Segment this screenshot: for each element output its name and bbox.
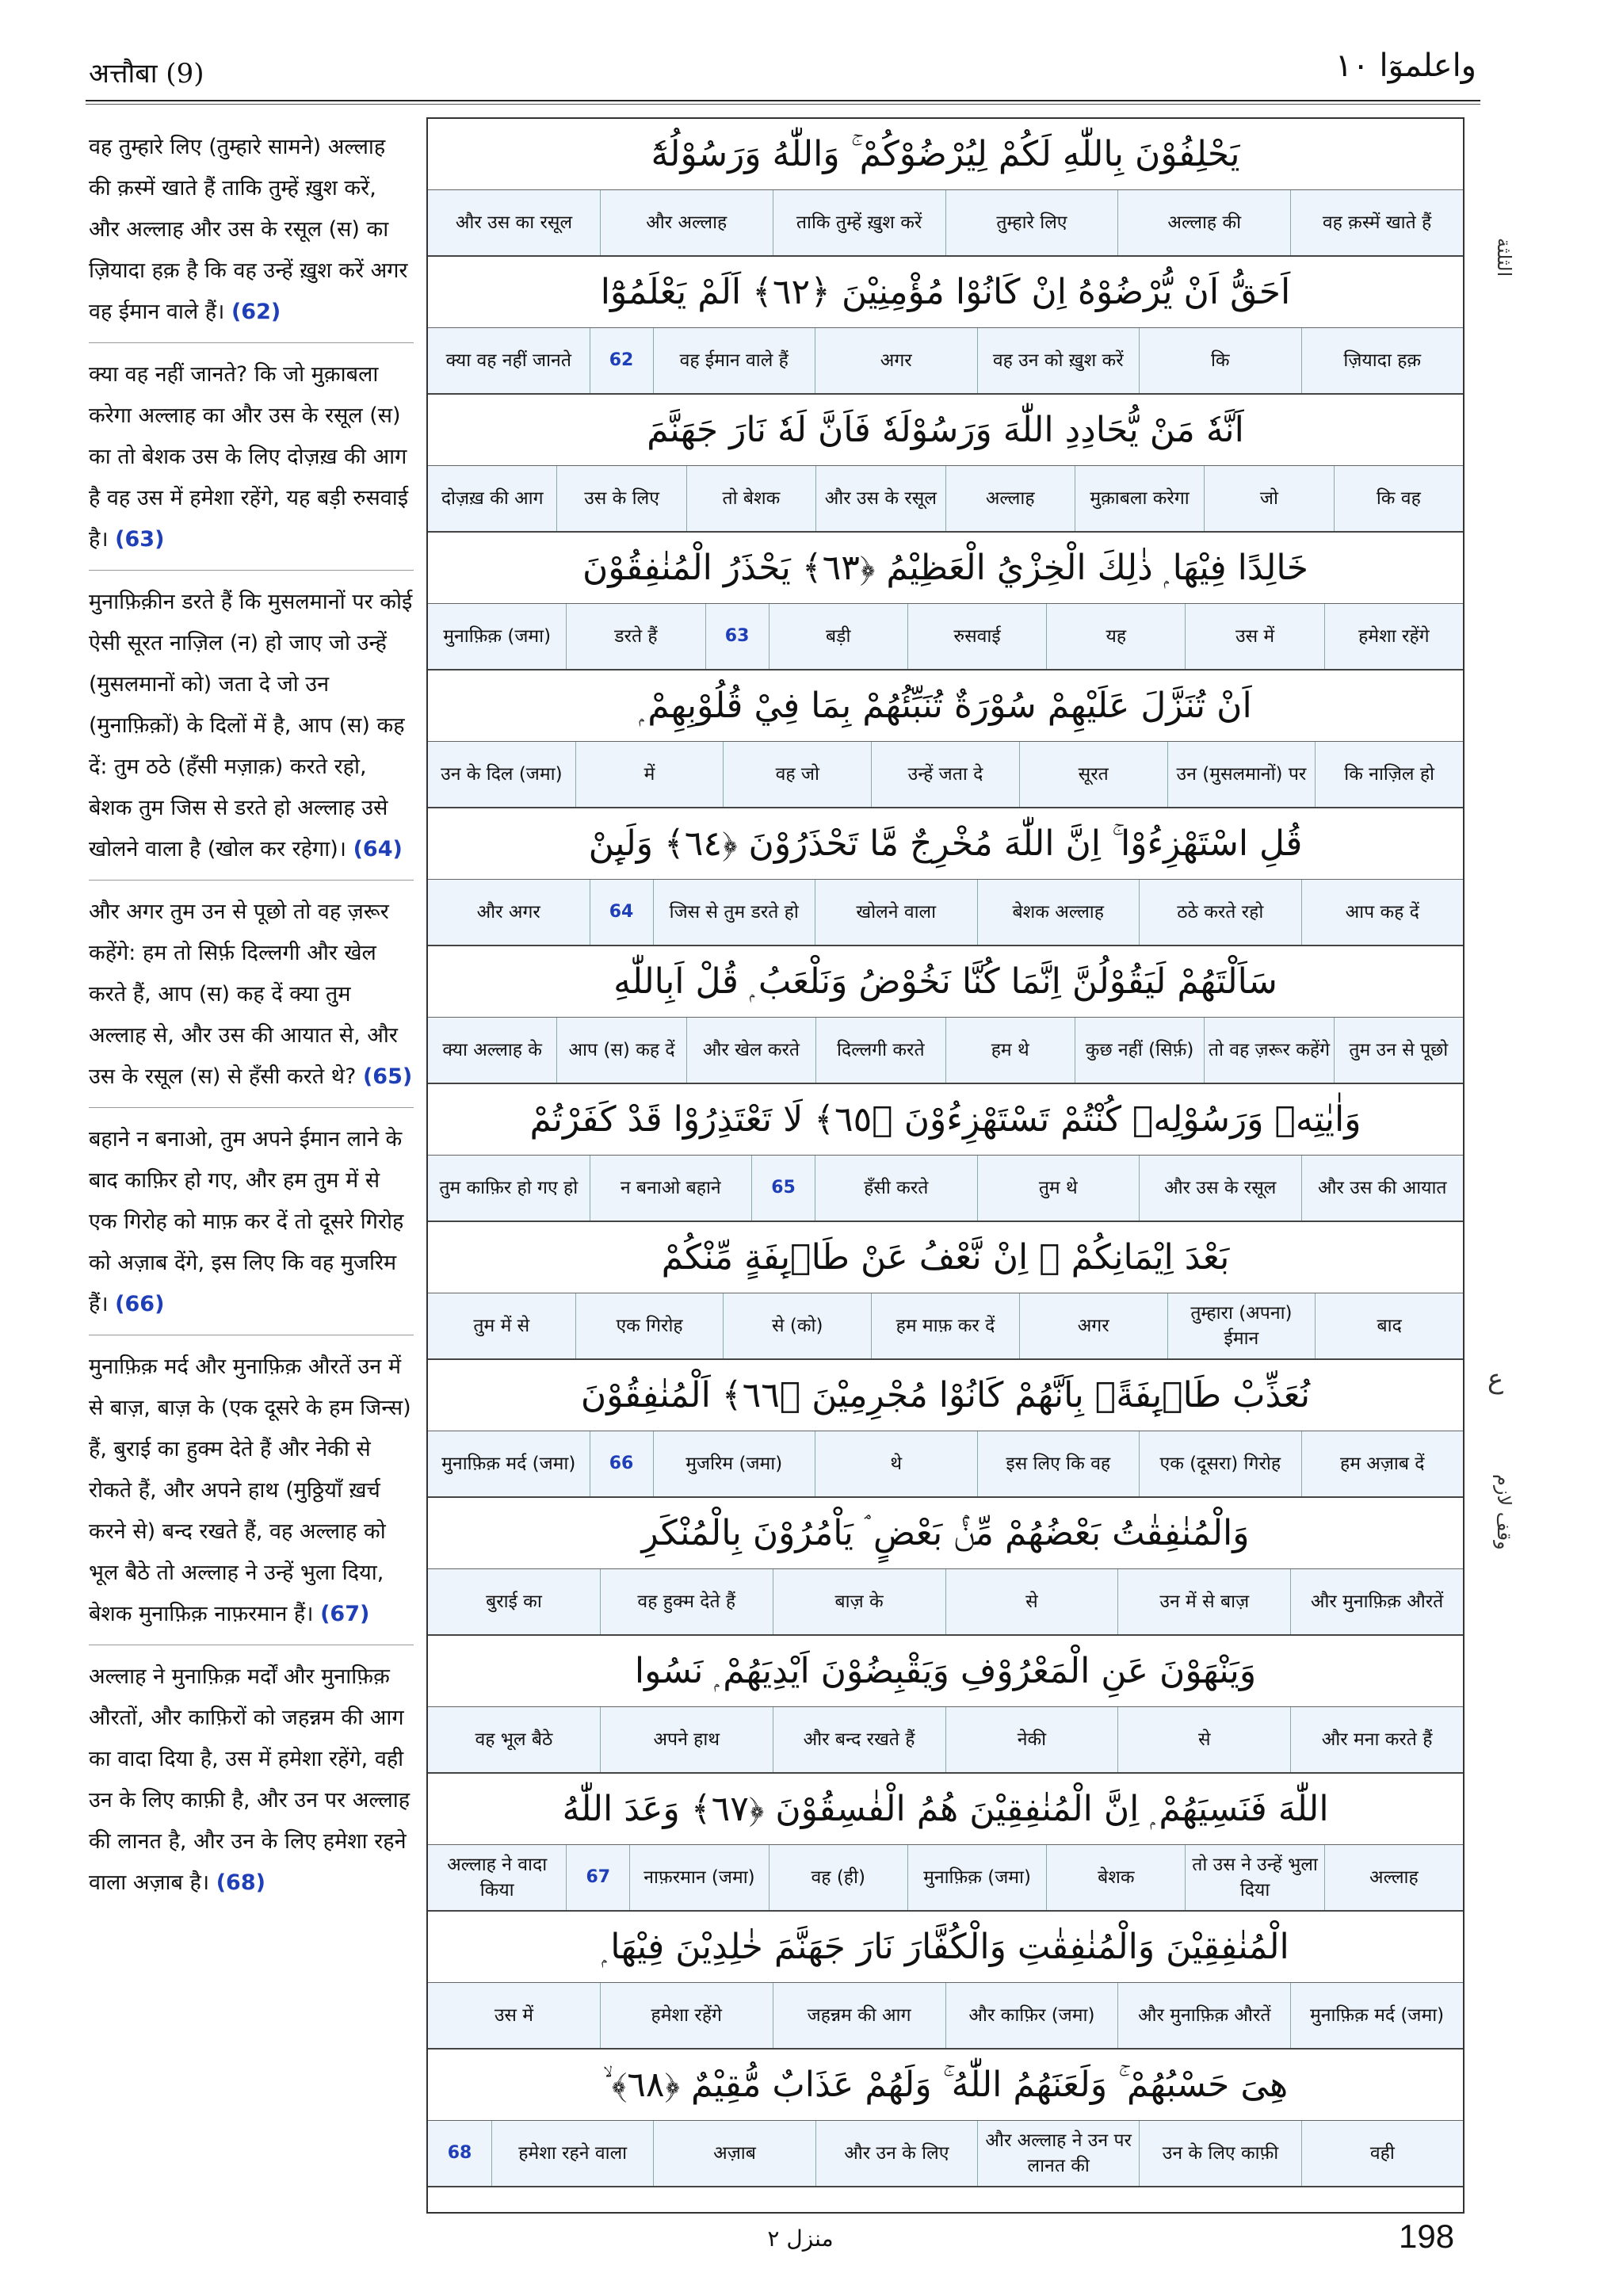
word-meaning-cell: नाफ़रमान (जमा) [629, 1845, 768, 1910]
word-meaning-cell: तो उस ने उन्हें भुला दिया [1185, 1845, 1323, 1910]
arabic-text: اَحَقُّ اَنْ يُّرْضُوْهُ اِنْ كَانُوْا مُؤْمِنِيْنَ ﴿٦٢﴾ اَلَمْ يَعْلَمُوْٓا [600, 272, 1291, 312]
translation-text: वह तुम्हारे लिए (तुम्हारे सामने) अल्लाह की क़स्में खाते हैं ताकि तुम्हें ख़ुश करें, और अल्लाह और उस के रसूल (स) का ज़ियादा हक़ है कि वह उन्हें ख़ुश करें अगर वह ईमान वाले हैं। [89, 135, 408, 324]
translation-paragraph [89, 892, 414, 1108]
word-meaning-cell: उस में [1185, 604, 1323, 669]
word-meaning-row [428, 1569, 1463, 1636]
verse-number: (64) [353, 837, 403, 861]
word-meaning-cell: और काफ़िर (जमा) [945, 1983, 1118, 2048]
word-meaning-cell: और खेल करते [686, 1018, 815, 1083]
page-number: 198 [1399, 2218, 1455, 2255]
word-meaning-row [428, 1845, 1463, 1912]
arabic-line [428, 2050, 1463, 2121]
word-meaning-cell: तुम थे [977, 1156, 1140, 1221]
word-meaning-cell: मुजरिम (जमा) [653, 1431, 815, 1496]
word-meaning-cell: रुसवाई [907, 604, 1046, 669]
word-meaning-cell: बुराई का [486, 1591, 542, 1612]
translation-text: मुनाफ़िक़ीन डरते हैं कि मुसलमानों पर कोई ऐसी सूरत नाज़िल (न) हो जाए जो उन्हें (मुसलमानों को) जता दे जो उन (मुनाफ़िक़ों) के दिलों में है, आप (स) कह दें: तुम ठठे (हँसी मज़ाक़) करते रहो, बेशक तुम जिस से डरते हो अल्लाह उसे खोलने वाला है (खोल कर रहेगा)। [89, 590, 413, 861]
word-meaning-cell: मुनाफ़िक़ मर्द (जमा) [441, 1454, 576, 1474]
verse-number-cell: 68 [447, 2143, 472, 2163]
translation-text: अल्लाह ने मुनाफ़िक़ मर्दों और मुनाफ़िक़ औरतों, और काफ़िरों को जहन्नम की आग का वादा दिया है, उस में हमेशा रहेंगे, वही उन के लिए काफ़ी है, और उन पर अल्लाह की लानत है, और उन के लिए हमेशा रहने वाला अज़ाब है। [89, 1664, 411, 1895]
word-meaning-cell: डरते हैं [566, 604, 705, 669]
word-meaning-cell: तो बेशक [686, 466, 815, 531]
word-meaning-cell: वह हुक्म देते हैं [600, 1569, 773, 1634]
word-meaning-cell: वह भूल बैठे [475, 1729, 553, 1750]
verse-number-cell: 62 [590, 328, 653, 393]
word-meaning-cell: और अल्लाह [600, 190, 773, 255]
word-meaning-row [428, 328, 1463, 395]
word-meaning-cell: अगर [1019, 1293, 1167, 1358]
arabic-text: اَنْ تُنَزَّلَ عَلَيْهِمْ سُوْرَةٌ تُنَبِّئُهُمْ بِمَا فِيْ قُلُوْبِهِمْ ۭ [639, 686, 1252, 726]
ruku-mark: ع [1487, 1363, 1504, 1395]
word-meaning-cell: और उस के रसूल [1139, 1156, 1301, 1221]
word-meaning-cell: हम थे [945, 1018, 1075, 1083]
word-meaning-cell: से (को) [723, 1293, 871, 1358]
arabic-text: اَنَّهٗ مَنْ يُّحَادِدِ اللّٰهَ وَرَسُوْلَهٗ فَاَنَّ لَهٗ نَارَ جَهَنَّمَ [647, 410, 1244, 450]
word-meaning-cell: तुम में से [473, 1316, 530, 1336]
arabic-line [428, 946, 1463, 1018]
verse-number-cell: 67 [566, 1845, 629, 1910]
word-meaning-cell: उस के लिए [556, 466, 685, 531]
arabic-line [428, 395, 1463, 466]
word-meaning-cell: वह क़स्में खाते हैं [1290, 190, 1463, 255]
word-meaning-cell: तुम काफ़िर हो गए हो [439, 1178, 579, 1198]
verse-number: (65) [362, 1064, 413, 1089]
arabic-line [428, 670, 1463, 742]
arabic-line [428, 1222, 1463, 1293]
translation-paragraph [89, 1656, 414, 1913]
waqf-mark: وقف لازم [1493, 1474, 1515, 1550]
word-meaning-cell: कुछ नहीं (सिर्फ़) [1075, 1018, 1204, 1083]
word-meaning-cell: बड़ी [769, 604, 907, 669]
word-meaning-cell: आप (स) कह दें [556, 1018, 685, 1083]
word-meaning-cell: जो [1204, 466, 1333, 531]
word-meaning-cell: से [1117, 1707, 1290, 1772]
word-meaning-cell: और उस की आयात [1301, 1156, 1464, 1221]
arabic-line [428, 1084, 1463, 1156]
verse-number: (62) [231, 300, 281, 324]
word-by-word-grid [426, 117, 1465, 2214]
word-meaning-row [428, 742, 1463, 808]
verse-number-cell: 66 [590, 1431, 653, 1496]
header-divider [86, 100, 1480, 101]
arabic-line [428, 257, 1463, 328]
word-meaning-cell: थे [815, 1431, 977, 1496]
word-meaning-cell: कि वह [1334, 466, 1463, 531]
word-meaning-cell: अगर [815, 328, 977, 393]
word-meaning-row [428, 2121, 1463, 2187]
word-meaning-cell: हम अज़ाब दें [1301, 1431, 1464, 1496]
word-meaning-cell: मुनाफ़िक़ (जमा) [443, 626, 552, 647]
arabic-line [428, 1498, 1463, 1569]
translation-text: और अगर तुम उन से पूछो तो वह ज़रूर कहेंगे: हम तो सिर्फ़ दिल्लगी और खेल करते हैं, आप (स) कह दें क्या तुम अल्लाह से, और उस की आयात से, और उस के रसूल (स) से हँसी करते थे? [89, 900, 398, 1089]
translation-paragraph [89, 1347, 414, 1645]
arabic-text: نُعَذِّبْ طَاۗىِٕفَةًۢ بِاَنَّهُمْ كَانُوْا مُجْرِمِيْنَ ﴿٦٦﴾ اَلْمُنٰفِقُوْنَ [580, 1375, 1311, 1415]
arabic-line [428, 1912, 1463, 1983]
arabic-text: قُلِ اسْتَهْزِءُوْا ۚ اِنَّ اللّٰهَ مُخْرِجٌ مَّا تَحْذَرُوْنَ ﴿٦٤﴾ وَلَىِٕنْ [588, 823, 1303, 864]
word-meaning-cell: हमेशा रहेंगे [600, 1983, 773, 2048]
word-meaning-cell: से [945, 1569, 1118, 1634]
word-meaning-cell: बाज़ के [773, 1569, 945, 1634]
word-meaning-cell: हमेशा रहेंगे [1324, 604, 1463, 669]
word-meaning-row [428, 1707, 1463, 1774]
word-meaning-row [428, 604, 1463, 670]
word-meaning-cell: ज़ियादा हक़ [1301, 328, 1464, 393]
word-meaning-cell: इस लिए कि वह [977, 1431, 1140, 1496]
arabic-text: بَعْدَ اِيْمَانِكُمْ ۭ اِنْ نَّعْفُ عَنْ طَاۗىِٕفَةٍ مِّنْكُمْ [661, 1237, 1230, 1278]
word-meaning-cell: क्या अल्लाह के [442, 1040, 542, 1060]
word-meaning-cell: और मुनाफ़िक़ औरतें [1117, 1983, 1290, 2048]
translation-text: बहाने न बनाओ, तुम अपने ईमान लाने के बाद काफ़िर हो गए, और हम तुम में से एक गिरोह को माफ़ कर दें तो दूसरे गिरोह को अज़ाब देंगे, इस लिए कि वह मुजरिम हैं। [89, 1127, 404, 1316]
word-meaning-cell: बेशक अल्लाह [977, 880, 1140, 945]
word-meaning-cell: और उस के रसूल [815, 466, 945, 531]
arabic-text: وَالْمُنٰفِقٰتُ بَعْضُهُمْ مِّنْۢ بَعْضٍ ۘ يَاْمُرُوْنَ بِالْمُنْكَرِ [641, 1513, 1250, 1553]
word-meaning-cell: अपने हाथ [600, 1707, 773, 1772]
word-meaning-cell: न बनाओ बहाने [590, 1156, 752, 1221]
word-meaning-cell: अल्लाह [1324, 1845, 1463, 1910]
translation-paragraph [89, 582, 414, 881]
arabic-text: خَالِدًا فِيْهَا ۭ ذٰلِكَ الْخِزْيُ الْعَظِيْمُ ﴿٦٣﴾ يَحْذَرُ الْمُنٰفِقُوْنَ [582, 548, 1309, 588]
word-meaning-cell: में [575, 742, 724, 807]
word-meaning-cell: सूरत [1019, 742, 1167, 807]
arabic-text: وَيَنْهَوْنَ عَنِ الْمَعْرُوْفِ وَيَقْبِضُوْنَ اَيْدِيَهُمْ ۭ نَسُوا [634, 1651, 1257, 1691]
word-meaning-cell: हमेशा रहने वाला [491, 2121, 653, 2186]
word-meaning-cell: अज़ाब [653, 2121, 815, 2186]
arabic-line [428, 808, 1463, 880]
verse-number-cell: 64 [590, 880, 653, 945]
translation-paragraph [89, 1119, 414, 1335]
word-meaning-cell: बेशक [1046, 1845, 1185, 1910]
word-meaning-cell: कि नाज़िल हो [1315, 742, 1463, 807]
verse-number: (68) [216, 1870, 265, 1895]
manzil-label: منزل ٢ [767, 2225, 834, 2252]
verse-number-cell: 63 [705, 604, 769, 669]
word-meaning-cell: और मुनाफ़िक़ औरतें [1290, 1569, 1463, 1634]
word-meaning-cell: दोज़ख़ की आग [441, 488, 544, 509]
word-meaning-cell: और बन्द रखते हैं [773, 1707, 945, 1772]
arabic-line [428, 1774, 1463, 1845]
word-meaning-cell: अल्लाह [945, 466, 1075, 531]
word-meaning-cell: वह उन को ख़ुश करें [977, 328, 1140, 393]
word-meaning-cell: मुक़ाबला करेगा [1075, 466, 1204, 531]
word-meaning-cell: कि [1139, 328, 1301, 393]
arabic-text: سَاَلْتَهُمْ لَيَقُوْلُنَّ اِنَّمَا كُنَّا نَخُوْضُ وَنَلْعَبُ ۭ قُلْ اَبِاللّٰهِ [613, 961, 1277, 1002]
word-meaning-cell: जहन्नम की आग [773, 1983, 945, 2048]
word-meaning-cell: और अल्लाह ने उन पर लानत की [977, 2121, 1139, 2186]
word-meaning-cell: दिल्लगी करते [815, 1018, 945, 1083]
translation-text: क्या वह नहीं जानते? कि जो मुक़ाबला करेगा अल्लाह का और उस के रसूल (स) का तो बेशक उस के लिए दोज़ख़ की आग है वह उस में हमेशा रहेंगे, यह बड़ी रुसवाई है। [89, 362, 409, 552]
arabic-line [428, 1636, 1463, 1707]
word-meaning-cell: क्या वह नहीं जानते [445, 350, 571, 371]
word-meaning-cell: जिस से तुम डरते हो [653, 880, 815, 945]
word-meaning-row [428, 466, 1463, 533]
juz-title: واعلموٓا ١٠ [1335, 48, 1476, 84]
word-meaning-cell: वह (ही) [769, 1845, 907, 1910]
word-meaning-row [428, 880, 1463, 946]
arabic-text: الْمُنٰفِقِيْنَ وَالْمُنٰفِقٰتِ وَالْكُفَّارَ نَارَ جَهَنَّمَ خٰلِدِيْنَ فِيْهَا ۭ [601, 1927, 1289, 1967]
word-meaning-cell: वही [1301, 2121, 1463, 2186]
word-meaning-cell: एक गिरोह [575, 1293, 724, 1358]
word-meaning-cell: यह [1046, 604, 1185, 669]
word-meaning-cell: और उन के लिए [815, 2121, 977, 2186]
word-meaning-cell: और उस का रसूल [455, 212, 573, 233]
word-meaning-cell: हँसी करते [815, 1156, 977, 1221]
arabic-text: هِىَ حَسْبُهُمْ ۚ وَلَعَنَهُمُ اللّٰهُ ۚ وَلَهُمْ عَذَابٌ مُّقِيْمٌ ﴿٦٨﴾ ۙ [602, 2065, 1289, 2105]
word-meaning-cell: और अगर [476, 902, 540, 923]
arabic-text: وَاٰيٰتِهٖ وَرَسُوْلِهٖ كُنْتُمْ تَسْتَهْزِءُوْنَ ﴿٦٥﴾ لَا تَعْتَذِرُوْا قَدْ كَفَرْتُمْ [529, 1099, 1361, 1140]
word-meaning-row [428, 1293, 1463, 1360]
arabic-line [428, 533, 1463, 604]
word-meaning-cell: मुनाफ़िक़ मर्द (जमा) [1290, 1983, 1463, 2048]
word-meaning-cell: उस में [494, 2005, 534, 2026]
word-meaning-cell: उन के दिल (जमा) [441, 764, 563, 785]
header-divider-thin [86, 104, 1480, 105]
word-meaning-cell: खोलने वाला [815, 880, 977, 945]
word-meaning-cell: नेकी [945, 1707, 1118, 1772]
word-meaning-cell: आप कह दें [1301, 880, 1464, 945]
verse-number-cell: 65 [751, 1156, 815, 1221]
word-meaning-cell: अल्लाह ने वादा किया [447, 1855, 548, 1901]
word-meaning-row [428, 1983, 1463, 2050]
word-meaning-cell: हम माफ़ कर दें [871, 1293, 1019, 1358]
translation-column [89, 127, 414, 1924]
verse-number: (63) [115, 527, 165, 552]
word-meaning-cell: अल्लाह की [1117, 190, 1290, 255]
word-meaning-row [428, 1431, 1463, 1498]
verse-number: (67) [320, 1602, 370, 1626]
word-meaning-cell: और मना करते हैं [1290, 1707, 1463, 1772]
word-meaning-cell: तुम्हारे लिए [945, 190, 1118, 255]
translation-text: मुनाफ़िक़ मर्द और मुनाफ़िक़ औरतें उन में से बाज़, बाज़ के (एक दूसरे के हम जिन्स) हैं, बुराई का हुक्म देते हैं और नेकी से रोकते हैं, और अपने हाथ (मुठ्ठियाँ ख़र्च करने से) बन्द रखते हैं, वह अल्लाह को भूल बैठे तो अल्लाह ने उन्हें भुला दिया, बेशक मुनाफ़िक़ नाफ़रमान हैं। [89, 1354, 411, 1626]
word-meaning-cell: वह जो [723, 742, 871, 807]
arabic-text: يَحْلِفُوْنَ بِاللّٰهِ لَكُمْ لِيُرْضُوْكُمْ ۚ وَاللّٰهُ وَرَسُوْلُهٗٓ [651, 134, 1240, 174]
translation-paragraph [89, 354, 414, 571]
arabic-text: اللّٰهَ فَنَسِيَهُمْ ۭ اِنَّ الْمُنٰفِقِيْنَ هُمُ الْفٰسِقُوْنَ ﴿٦٧﴾ وَعَدَ اللّٰهُ [562, 1789, 1329, 1829]
word-meaning-cell: उन के लिए काफ़ी [1139, 2121, 1300, 2186]
word-meaning-row [428, 1018, 1463, 1084]
margin-mark-top: الثلثة [1493, 238, 1515, 277]
word-meaning-cell: ठठे करते रहो [1139, 880, 1301, 945]
word-meaning-cell: उन (मुसलमानों) पर [1167, 742, 1316, 807]
arabic-line [428, 1360, 1463, 1431]
word-meaning-cell: तो वह ज़रूर कहेंगे [1204, 1018, 1333, 1083]
word-meaning-cell: बाद [1315, 1293, 1463, 1358]
word-meaning-cell: वह ईमान वाले हैं [653, 328, 815, 393]
word-meaning-cell: तुम्हारा (अपना) ईमान [1167, 1293, 1316, 1358]
word-meaning-cell: उन में से बाज़ [1117, 1569, 1290, 1634]
word-meaning-row [428, 190, 1463, 257]
word-meaning-cell: तुम उन से पूछो [1334, 1018, 1463, 1083]
surah-title: अत्तौबा (9) [89, 58, 204, 90]
word-meaning-row [428, 1156, 1463, 1222]
word-meaning-cell: ताकि तुम्हें ख़ुश करें [773, 190, 945, 255]
word-meaning-cell: एक (दूसरा) गिरोह [1139, 1431, 1301, 1496]
word-meaning-cell: उन्हें जता दे [871, 742, 1019, 807]
translation-paragraph [89, 127, 414, 343]
word-meaning-cell: मुनाफ़िक़ (जमा) [907, 1845, 1046, 1910]
verse-number: (66) [115, 1292, 165, 1316]
arabic-line [428, 119, 1463, 190]
